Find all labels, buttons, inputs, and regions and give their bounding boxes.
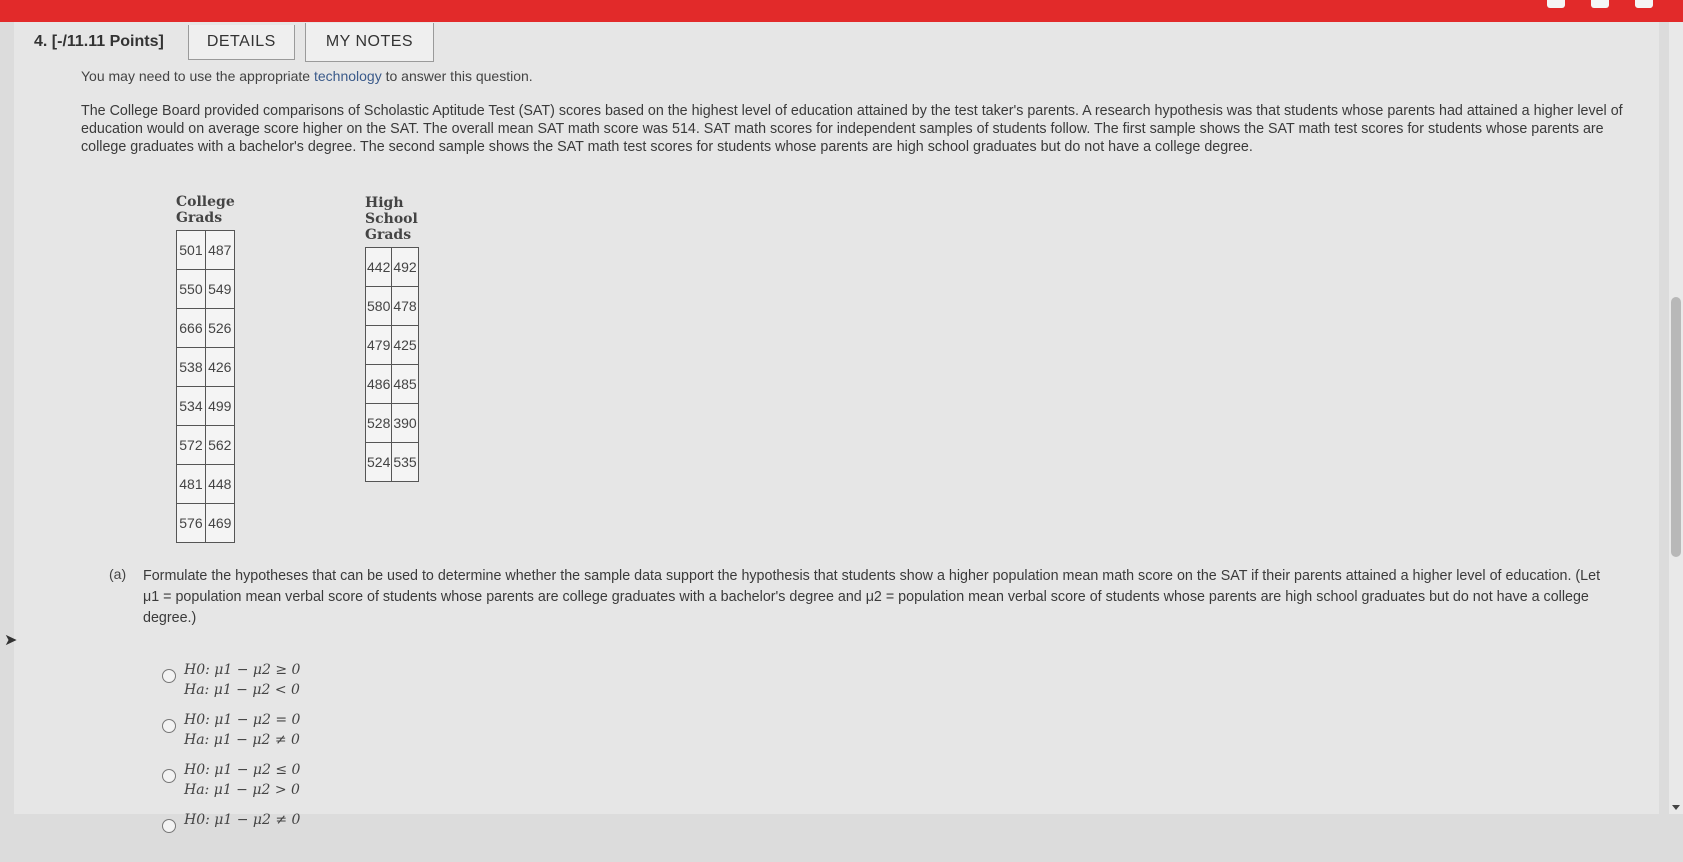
table-cell: 538 — [177, 348, 206, 387]
browser-top-bar — [0, 0, 1683, 22]
question-content — [81, 68, 1646, 531]
table-cell: 572 — [177, 426, 206, 465]
table-cell: 666 — [177, 309, 206, 348]
scrollbar[interactable] — [1669, 22, 1683, 814]
high-school-grads-row — [366, 443, 419, 482]
college-grads-row — [177, 270, 235, 309]
table-cell: 580 — [366, 287, 392, 326]
college-grads-row — [177, 348, 235, 387]
question-points: 4. [-/11.11 Points] — [34, 33, 164, 50]
college-grads-row — [177, 504, 235, 543]
table-cell: 481 — [177, 465, 206, 504]
technology-link[interactable]: technology — [313, 68, 382, 84]
radio-button[interactable] — [162, 719, 176, 733]
radio-button[interactable] — [162, 819, 176, 833]
college-grads-row — [177, 309, 235, 348]
high-school-grads-row — [366, 404, 419, 443]
table-cell: 390 — [392, 404, 418, 443]
radio-button[interactable] — [162, 669, 176, 683]
high-school-grads-table — [365, 247, 419, 482]
alternative-hypothesis: Ha: μ1 − μ2 < 0 — [184, 682, 300, 698]
table-cell: 492 — [392, 248, 418, 287]
details-button[interactable]: DETAILS — [188, 25, 295, 60]
high-school-grads-row — [366, 326, 419, 365]
table-cell: 425 — [392, 326, 418, 365]
high-school-grads-row — [366, 365, 419, 404]
college-grads-row — [177, 465, 235, 504]
college-grads-row — [177, 231, 235, 270]
table-cell: 442 — [366, 248, 392, 287]
alternative-hypothesis: Ha: μ1 − μ2 ≠ 0 — [184, 732, 300, 748]
high-school-grads-title: High School Grads — [365, 195, 418, 243]
part-a-text: Formulate the hypotheses that can be used to determine whether the sample data support the hypothesis that students show a higher population mean math score on the SAT if their parents attained a higher level of education. (Let μ1 = population mean verbal score of students whose parents are college graduates with a bachelor's degree and μ2 = population mean verbal score of students whose parents are high school graduates but do not have a college degree.) — [143, 568, 1601, 626]
high-school-grads-row — [366, 248, 419, 287]
intro-after: to answer this question. — [381, 68, 533, 84]
table-cell: 487 — [205, 231, 234, 270]
college-grads-row — [177, 387, 235, 426]
table-cell: 562 — [205, 426, 234, 465]
my-notes-button[interactable]: MY NOTES — [305, 23, 434, 62]
question-header — [34, 22, 444, 62]
table-cell: 485 — [392, 365, 418, 404]
menu-icon[interactable] — [1635, 0, 1653, 8]
table-cell: 426 — [205, 348, 234, 387]
college-grads-table-wrap — [176, 194, 235, 543]
part-a-label: (a) — [109, 566, 127, 582]
intro-text — [81, 68, 1646, 84]
table-cell: 486 — [366, 365, 392, 404]
table-cell: 550 — [177, 270, 206, 309]
high-school-grads-row — [366, 287, 419, 326]
table-cell: 534 — [177, 387, 206, 426]
table-cell: 499 — [205, 387, 234, 426]
table-cell: 549 — [205, 270, 234, 309]
part-a — [109, 566, 1619, 629]
null-hypothesis: H0: μ1 − μ2 ≥ 0 — [184, 662, 301, 678]
alternative-hypothesis: Ha: μ1 − μ2 > 0 — [184, 782, 300, 798]
browser-toolbar-icons — [1547, 0, 1653, 10]
null-hypothesis: H0: μ1 − μ2 = 0 — [184, 712, 301, 728]
scrollbar-thumb[interactable] — [1671, 297, 1681, 557]
scroll-down-arrow-icon[interactable] — [1672, 805, 1680, 810]
table-cell: 524 — [366, 443, 392, 482]
table-cell: 478 — [392, 287, 418, 326]
high-school-grads-table-wrap — [365, 195, 419, 482]
college-grads-title: College Grads — [176, 194, 235, 226]
radio-button[interactable] — [162, 769, 176, 783]
mouse-cursor-icon: ➤ — [4, 632, 18, 649]
table-cell: 535 — [392, 443, 418, 482]
table-cell: 528 — [366, 404, 392, 443]
college-grads-row — [177, 426, 235, 465]
problem-paragraph: The College Board provided comparisons of Scholastic Aptitude Test (SAT) scores based on the highest level of education attained by the test taker's parents. A research hypothesis was that students whose parents had attained a higher level of education would on average score higher on the SAT. The overall mean SAT math score was 514. SAT math scores for independent samples of students follow. The first sample shows the SAT math test scores for students whose parents are college graduates with a bachelor's degree. The second sample shows the SAT math test scores for students whose parents are high school graduates but do not have a college degree. — [81, 103, 1623, 155]
intro-before: You may need to use the appropriate — [81, 68, 314, 84]
table-cell: 448 — [205, 465, 234, 504]
null-hypothesis: H0: μ1 − μ2 ≠ 0 — [184, 812, 301, 828]
bookmark-icon[interactable] — [1547, 0, 1565, 8]
table-cell: 479 — [366, 326, 392, 365]
table-cell: 526 — [205, 309, 234, 348]
table-cell: 576 — [177, 504, 206, 543]
table-cell: 469 — [205, 504, 234, 543]
window-icon[interactable] — [1591, 0, 1609, 8]
question-page — [14, 22, 1659, 828]
college-grads-table — [176, 230, 235, 543]
null-hypothesis: H0: μ1 − μ2 ≤ 0 — [184, 762, 301, 778]
table-cell: 501 — [177, 231, 206, 270]
